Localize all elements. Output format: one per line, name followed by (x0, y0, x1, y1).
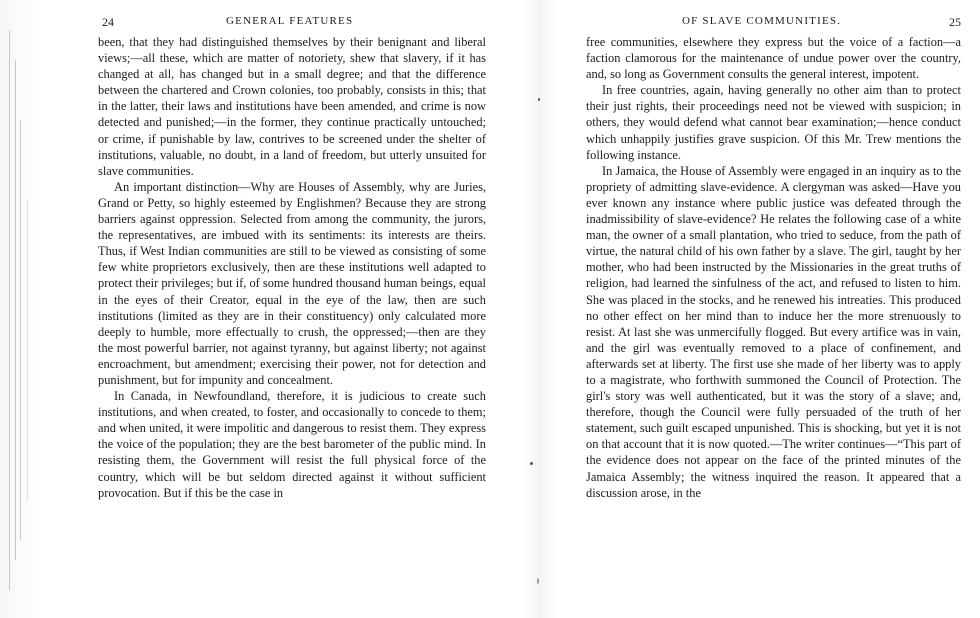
right-page-body (586, 34, 961, 501)
binding-line (20, 120, 21, 540)
left-page-number: 24 (102, 15, 114, 29)
right-running-head-title: OF SLAVE COMMUNITIES. (682, 15, 842, 27)
right-running-header (586, 0, 961, 28)
paragraph: An important distinction—Why are Houses of Assembly, why are Juries, Grand or Petty, so highly esteemed by Englishmen? Because they are strong barriers against oppression. Selected from among the community, the jurors, the representatives, are imbued with its sentiments: its interests are theirs. Thus, if West Indian communities are still to be viewed as consisting of some few white proprietors exclusively, then are these institutions well adapted to protect their privileges; but if, of some hundred thousand human beings, equal in the eyes of their Creator, equal in the eye of the law, then are such institutions (limited as they are in their constituency) only calculated more deeply to humble, more effectually to crush, the oppressed;—then are they the most powerful barrier, not against tyranny, but against liberty; not against encroachment, but amendment; exercising their power, not for detection and punishment, but for impunity and concealment. (98, 179, 486, 387)
paragraph: In Canada, in Newfoundland, therefore, it is judicious to create such institutions, and when created, to foster, and occasionally to concede to them; and when united, it were impolitic and dangerous to resist them. They express the voice of the population; they are the best barometer of the public mind. In resisting them, the Government will resist the full physical force of the country, which will be but seldom directed against it without sufficient provocation. But if this be the case in (98, 389, 486, 500)
left-running-header (98, 0, 486, 28)
right-page-number: 25 (949, 15, 961, 29)
paragraph: free communities, elsewhere they express but the voice of a faction—a faction clamorous for the maintenance of undue power over the country, and, so long as Government consults the general interest, impotent. (586, 35, 961, 82)
right-page (586, 0, 961, 618)
binding-line (9, 30, 10, 590)
paper-speck (537, 578, 539, 584)
book-spine-shadow (520, 0, 560, 618)
binding-line (15, 60, 16, 560)
paragraph: In free countries, again, having generally no other aim than to protect their just rights, their proceedings need not be viewed with suspicion; in others, they would defend what cannot bear examination;—hence conduct which unhappily justifies grave suspicion. Of this Mr. Trew mentions the following instance. (586, 83, 961, 162)
left-page-body (98, 34, 486, 501)
paragraph: been, that they had distinguished themselves by their benignant and liberal views;—all these, which are matter of notoriety, shew that slavery, if it has changed at all, has changed but in a small degree; and that the difference between the chartered and Crown colonies, too probably, consists in this; that in the latter, their laws and institutions have been amended, and crime is now detected and punished;—in the former, they continue practically untouched; or crime, if punishable by law, contrives to be screened under the shelter of institutions, valuable, no doubt, in a land of freedom, but utterly unsuited for slave communities. (98, 35, 486, 178)
paper-speck (538, 98, 540, 101)
paragraph: In Jamaica, the House of Assembly were engaged in an inquiry as to the propriety of admitting slave-evidence. A clergyman was asked—Have you ever known any instance where public justice was defeated through the inadmissibility of slave-evidence? He relates the following case of a white man, the owner of a small plantation, who tried to seduce, from the path of virtue, the natural child of his own father by a slave. The girl, taught by her mother, who had been instructed by the Missionaries in the great truths of religion, had learned the sinfulness of the act, and refused to listen to him. She was placed in the stocks, and he renewed his intreaties. This produced no other effect on her mind than to induce her the more strenuously to resist. At last she was unmercifully flogged. But every artifice was in vain, and the girl was eventually removed to a place of confinement, and afterwards set at liberty. The first use she made of her liberty was to apply to a magistrate, who forthwith summoned the Council of Protection. The girl's story was well authenticated, but it was the story of a slave; and, therefore, though the Council were fully persuaded of the truth of her statement, such guilt escaped unpunished. This is shocking, but yet it is not on that account that it is now quoted.—The writer continues—“This part of the evidence does not appear on the face of the printed minutes of the Jamaica Assembly; the witness inquired the reason. It appeared that a discussion arose, in the (586, 163, 961, 500)
left-running-head-title: GENERAL FEATURES (226, 15, 354, 27)
left-page (98, 0, 486, 618)
paper-speck (530, 462, 533, 465)
binding-line (27, 200, 28, 500)
left-gutter-shadow (0, 0, 40, 618)
